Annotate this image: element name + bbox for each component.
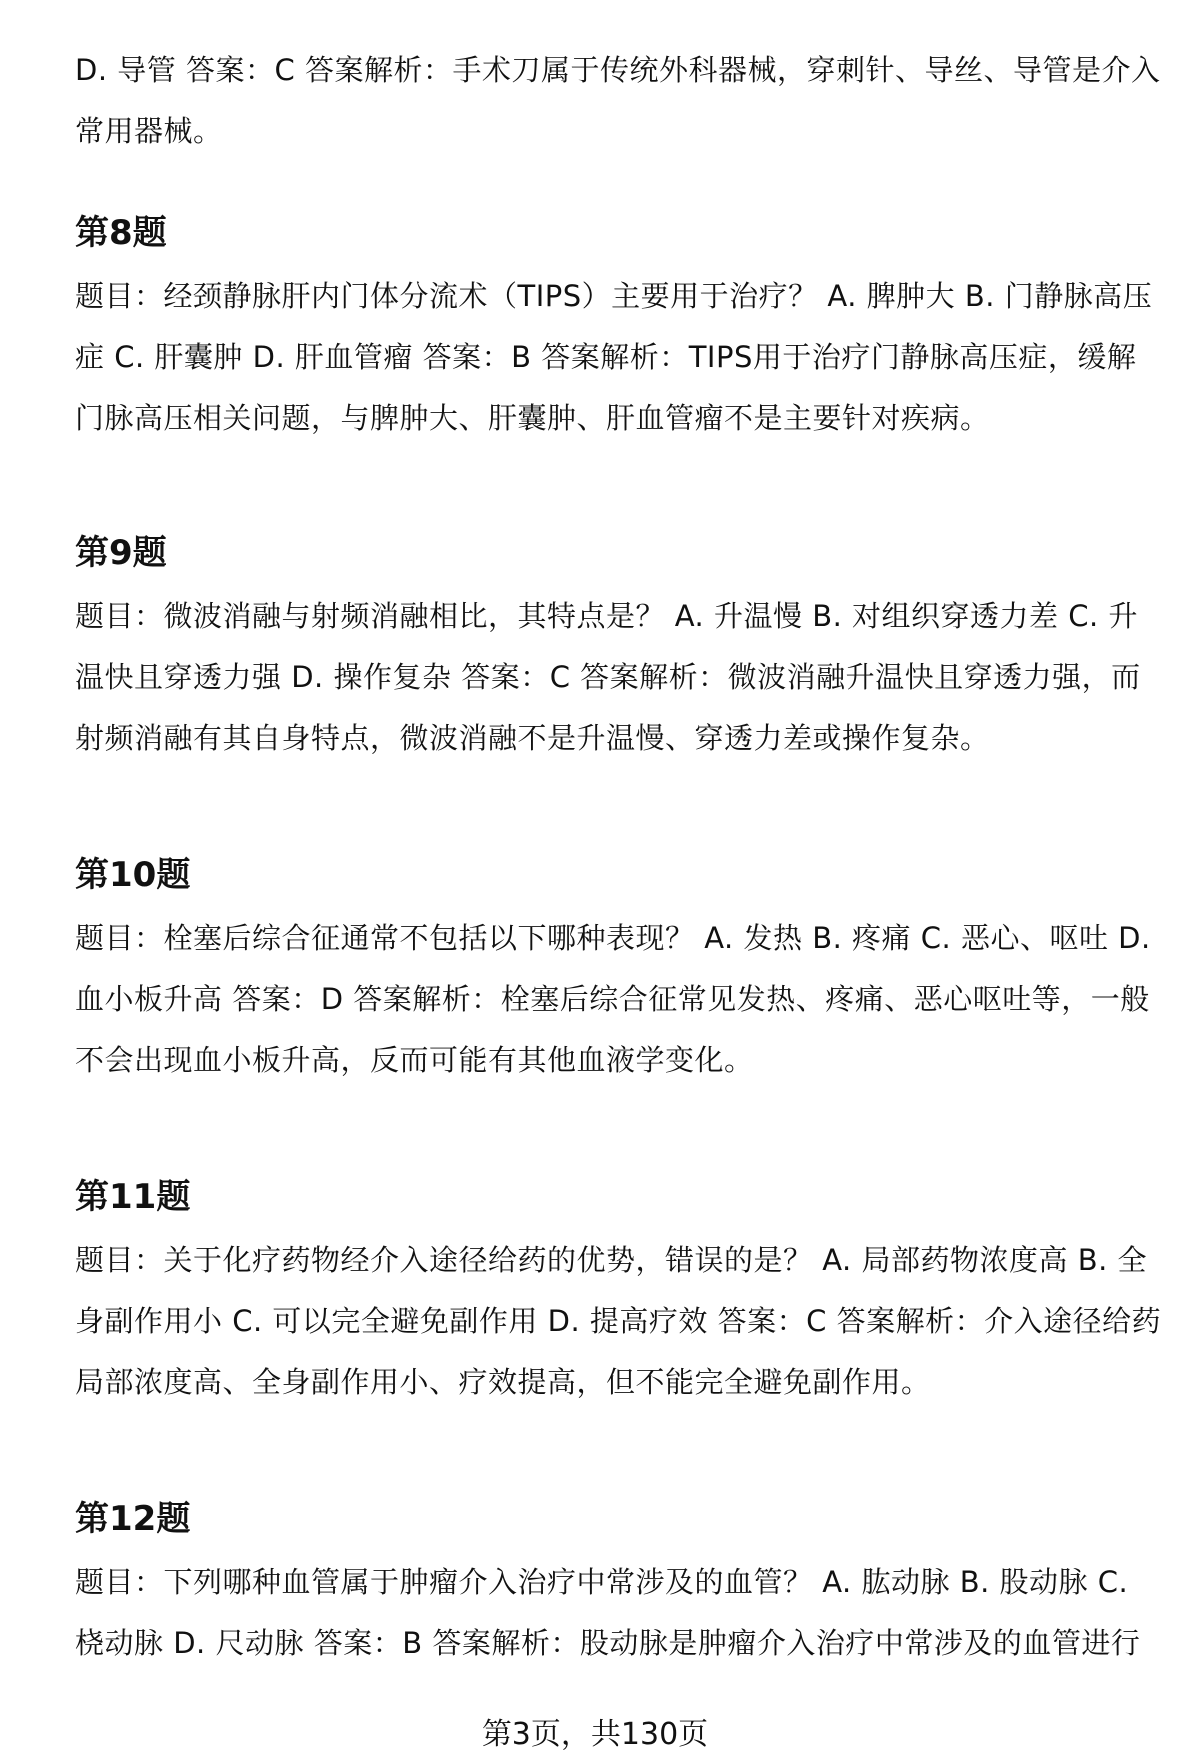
question-12-text: 题目：下列哪种血管属于肿瘤介入治疗中常涉及的血管？ A. 肱动脉 B. 股动脉 C. 桡动脉 D. 尺动脉 答案：B 答案解析：股动脉是肿瘤介入治疗中常涉及的血管进行 — [75, 1565, 1141, 1660]
question-8-text: 题目：经颈静脉肝内门体分流术（TIPS）主要用于治疗？ A. 脾肿大 B. 门静脉高压症 C. 肝囊肿 D. 肝血管瘤 答案：B 答案解析：TIPS用于治疗门静脉高压症，缓解门脉高压相关问题，与脾肿大、肝囊肿、肝血管瘤不是主要针对疾病。 — [75, 279, 1153, 435]
question-11-text: 题目：关于化疗药物经介入途径给药的优势，错误的是？ A. 局部药物浓度高 B. 全身副作用小 C. 可以完全避免副作用 D. 提高疗效 答案：C 答案解析：介入途径给药局部浓度高、全身副作用小、疗效提高，但不能完全避免副作用。 — [75, 1243, 1162, 1399]
continuation-paragraph: D. 导管 答案：C 答案解析：手术刀属于传统外科器械，穿刺针、导丝、导管是介入常用器械。 — [75, 53, 1161, 148]
page-number-footer: 第3页，共130页 — [481, 1717, 709, 1752]
question-9-text: 题目：微波消融与射频消融相比，其特点是？ A. 升温慢 B. 对组织穿透力差 C. 升温快且穿透力强 D. 操作复杂 答案：C 答案解析：微波消融升温快且穿透力强，而射频消融有其自身特点，微波消融不是升温慢、穿透力差或操作复杂。 — [75, 599, 1141, 755]
question-10-text: 题目：栓塞后综合征通常不包括以下哪种表现？ A. 发热 B. 疼痛 C. 恶心、呕吐 D. 血小板升高 答案：D 答案解析：栓塞后综合征常见发热、疼痛、恶心呕吐等，一般不会出现血小板升高，反而可能有其他血液学变化。 — [75, 921, 1151, 1077]
question-10-heading: 第10题 — [75, 855, 191, 895]
question-12-heading: 第12题 — [75, 1499, 191, 1539]
question-11-heading: 第11题 — [75, 1177, 191, 1217]
question-8-heading: 第8题 — [75, 213, 167, 253]
question-9-heading: 第9题 — [75, 533, 167, 573]
